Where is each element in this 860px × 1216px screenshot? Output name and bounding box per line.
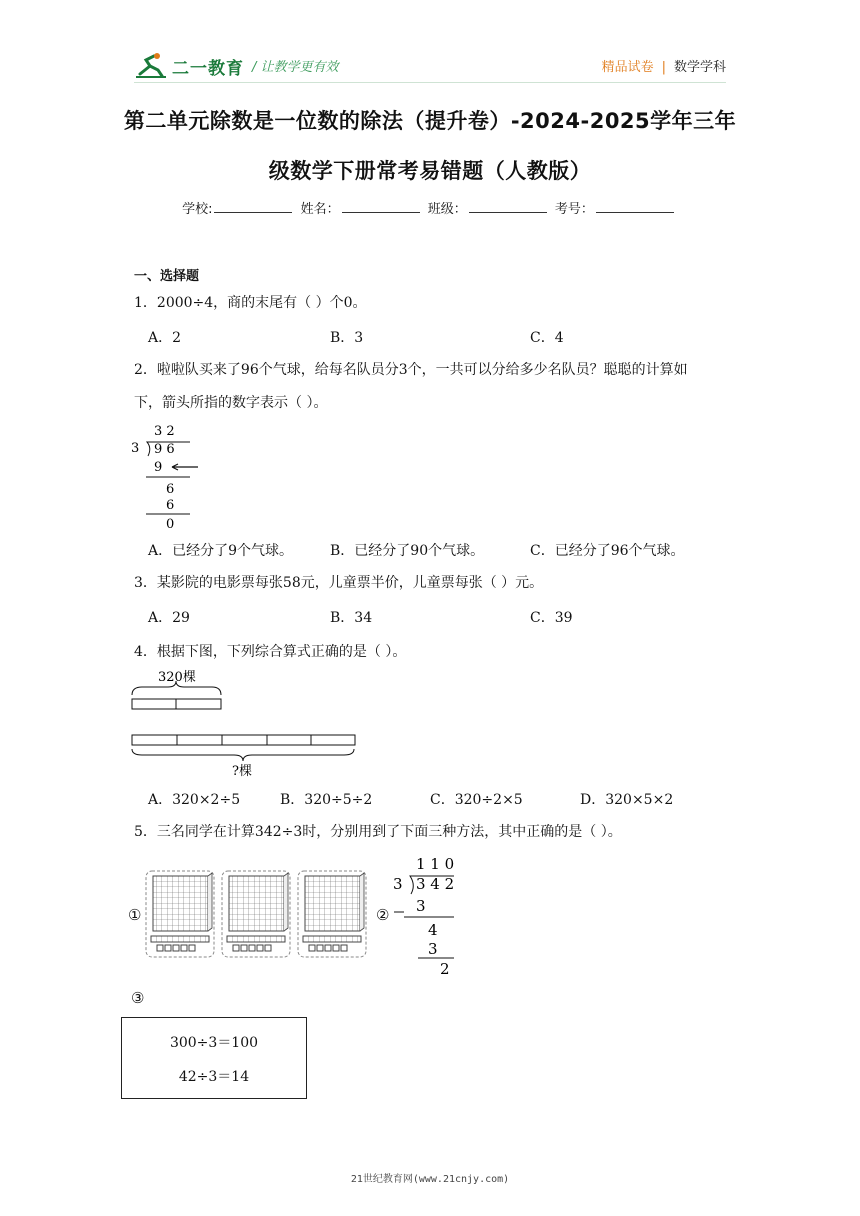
q2-option-a[interactable]: A．已经分了9个气球。: [148, 543, 294, 559]
question-2-stem: 2．啦啦队买来了96个气球，给每名队员分3个，一共可以分给多少名队员？聪聪的计算如: [134, 362, 688, 378]
q3-option-b[interactable]: B．34: [330, 610, 373, 626]
q5-remainder: 2: [440, 960, 450, 977]
hundreds-group-1: [146, 871, 214, 957]
question-3-stem: 3．某影院的电影票每张58元，儿童票半价，儿童票每张（ ）元。: [134, 575, 544, 591]
q4-bottom-bar-part-5: [311, 735, 355, 745]
q5-step-3: 3: [428, 940, 438, 958]
q2-divisor: 3: [131, 441, 140, 456]
q1-option-c[interactable]: C．4: [530, 330, 564, 346]
q5-divisor: 3: [393, 875, 403, 893]
q4-bottom-bar-part-2: [177, 735, 222, 745]
question-4-stem: 4．根据下图，下列综合算式正确的是（ ）。: [134, 644, 407, 660]
q4-option-a[interactable]: A．320×2÷5: [148, 792, 241, 808]
student-info: [120, 198, 740, 217]
header-right: [602, 56, 726, 75]
method-3-box: [121, 1017, 307, 1099]
method-3-marker: ③: [131, 989, 145, 1007]
question-2-stem-2: 下，箭头所指的数字表示（ ）。: [134, 395, 328, 411]
name-label: 姓名：: [300, 202, 340, 217]
header-separator: |: [661, 60, 666, 75]
q2-option-b[interactable]: B．已经分了90个气球。: [330, 543, 485, 559]
q4-bar-diagram: [128, 665, 363, 780]
q5-long-division: [390, 852, 470, 977]
q1-option-b[interactable]: B．3: [330, 330, 364, 346]
slogan: / 让教学更有效: [252, 60, 339, 75]
method-2-marker: ②: [376, 906, 390, 924]
tag-label: 精品试卷: [601, 60, 654, 75]
section-heading: 一、选择题: [134, 269, 200, 284]
q2-step-1: 9: [154, 460, 163, 475]
title-line-2: 级数学下册常考易错题（人教版）: [268, 159, 592, 183]
q5-step-2: 4: [428, 921, 438, 939]
class-label: 班级：: [427, 202, 467, 217]
title-line-1: 第二单元除数是一位数的除法（提升卷）-2024-2025学年三年: [123, 109, 737, 133]
hundreds-group-2: [222, 871, 290, 957]
q4-bottom-bar-part-3: [222, 735, 267, 745]
q5-quotient: 1 1 0: [416, 855, 455, 873]
logo-runner-icon: [136, 52, 168, 78]
q2-option-c[interactable]: C．已经分了96个气球。: [530, 543, 685, 559]
q4-bottom-bar-part-1: [132, 735, 177, 745]
subject-label: 数学学科: [673, 60, 726, 75]
q2-remainder: 0: [166, 517, 175, 532]
q2-dividend: 9 6: [154, 442, 175, 457]
q2-arrow-icon: [172, 464, 198, 470]
class-blank[interactable]: [469, 200, 547, 213]
q3-option-a[interactable]: A．29: [148, 610, 190, 626]
q4-top-bar-part-2: [176, 699, 221, 709]
box-line-1: 300÷3＝100: [169, 1035, 259, 1051]
q4-bottom-label: ?棵: [232, 764, 252, 779]
q4-option-b[interactable]: B．320÷5÷2: [280, 792, 373, 808]
page-title: [120, 96, 740, 196]
q4-top-brace: [132, 681, 221, 695]
hundreds-group-3: [298, 871, 366, 957]
q4-option-d[interactable]: D．320×5×2: [580, 792, 674, 808]
question-1-stem: 1．2000÷4，商的末尾有（ ）个0。: [134, 295, 367, 311]
q2-quotient: 3 2: [154, 424, 175, 439]
q4-bottom-brace: [132, 749, 354, 761]
name-blank[interactable]: [342, 200, 420, 213]
q4-top-bar-part-1: [132, 699, 176, 709]
q4-option-c[interactable]: C．320÷2×5: [430, 792, 523, 808]
number-label: 考号：: [554, 202, 594, 217]
q2-long-division: [128, 420, 208, 532]
q3-option-c[interactable]: C．39: [530, 610, 573, 626]
q2-step-2: 6: [166, 482, 175, 497]
logo-text: 二一教育: [172, 59, 244, 79]
q5-dividend: 3 4 2: [416, 875, 455, 893]
q4-bottom-bar-part-4: [267, 735, 311, 745]
q1-option-a[interactable]: A．2: [148, 330, 182, 346]
q2-step-3: 6: [166, 498, 175, 513]
school-blank[interactable]: [214, 200, 292, 213]
q4-top-label: 320棵: [158, 670, 196, 685]
q5-step-1: 3: [416, 897, 426, 915]
question-5-stem: 5．三名同学在计算342÷3时，分别用到了下面三种方法，其中正确的是（ ）。: [134, 824, 622, 840]
number-blank[interactable]: [596, 200, 674, 213]
header-divider: [134, 82, 726, 83]
method-1-marker: ①: [128, 906, 142, 924]
box-line-2: 42÷3＝14: [178, 1069, 250, 1085]
school-label: 学校:: [182, 202, 213, 217]
page-footer: 21世纪教育网(www.21cnjy.com): [350, 1174, 510, 1185]
q5-base-ten-blocks: [145, 870, 370, 960]
